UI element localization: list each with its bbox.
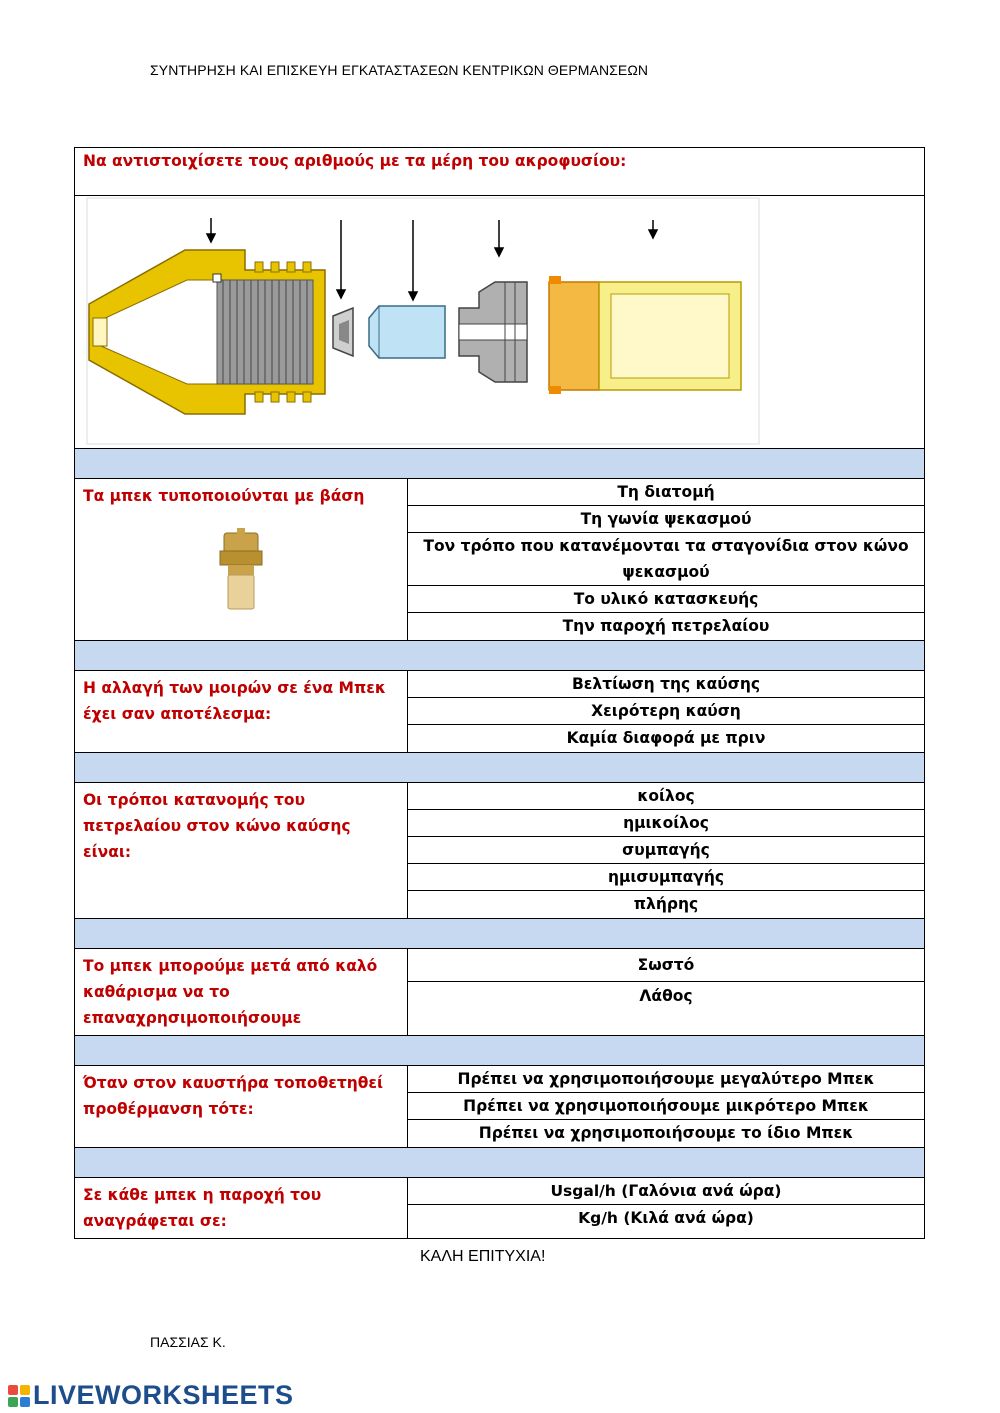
answer-option[interactable]: ημικοίλος [408, 810, 924, 837]
answer-option[interactable]: Kg/h (Κιλά ανά ώρα) [578, 1209, 754, 1227]
brand-text: LIVEWORKSHEETS [33, 1380, 294, 1410]
answer-option[interactable]: Χειρότερη καύση [408, 698, 924, 725]
answer-option[interactable]: πλήρης [633, 895, 699, 913]
distributor-part [333, 308, 353, 356]
answer-option[interactable]: Τον τρόπο που κατανέμονται τα σταγονίδια στον κώνο ψεκασμού [408, 533, 924, 586]
question-prompt: Το μπεκ μπορούμε μετά από καλό καθάρισμα να το επαναχρησιμοποιήσουμε [75, 949, 408, 1035]
answer-options [408, 479, 924, 640]
author-name: ΠΑΣΣΙΑΣ Κ. [150, 1334, 226, 1350]
swirl-cartridge-part [369, 306, 445, 358]
nozzle-parts-drawing [75, 196, 924, 449]
answer-option[interactable]: Πρέπει να χρησιμοποιήσουμε το ίδιο Μπεκ [478, 1124, 854, 1142]
question-row [75, 783, 924, 919]
answer-options [408, 1066, 924, 1147]
answer-option[interactable]: συμπαγής [408, 837, 924, 864]
nozzle-photo [216, 525, 266, 615]
answer-option[interactable]: Βελτίωση της καύσης [408, 671, 924, 698]
brand-grid-icon [8, 1385, 30, 1407]
nozzle-exploded-diagram [75, 196, 924, 449]
question-row [75, 949, 924, 1036]
worksheet-header: ΣΥΝΤΗΡΗΣΗ ΚΑΙ ΕΠΙΣΚΕΥΗ ΕΓΚΑΤΑΣΤΑΣΕΩΝ ΚΕΝΤΡΙΚΩΝ ΘΕΡΜΑΝΣΕΩΝ [150, 62, 649, 78]
answer-option[interactable]: Usgal/h (Γαλόνια ανά ώρα) [408, 1178, 924, 1205]
section-separator [75, 919, 924, 949]
answer-option[interactable]: κοίλος [408, 783, 924, 810]
answer-options [408, 1178, 924, 1238]
section-separator [75, 641, 924, 671]
good-luck-text: ΚΑΛΗ ΕΠΙΤΥΧΙΑ! [420, 1248, 546, 1265]
filter-part [549, 276, 741, 394]
section-separator [75, 1148, 924, 1178]
worksheet-table [74, 147, 925, 1239]
section-separator [75, 753, 924, 783]
answer-option[interactable]: Σωστό [408, 949, 924, 982]
answer-option[interactable]: Λάθος [639, 987, 693, 1005]
question-prompt: Η αλλαγή των μοιρών σε ένα Μπεκ έχει σαν αποτέλεσμα: [75, 671, 408, 752]
answer-option[interactable]: ημισυμπαγής [408, 864, 924, 891]
answer-option[interactable]: Πρέπει να χρησιμοποιήσουμε μικρότερο Μπεκ [408, 1093, 924, 1120]
answer-options [408, 949, 924, 1035]
question-row [75, 671, 924, 753]
answer-options [408, 783, 924, 918]
answer-option[interactable]: Τη διατομή [408, 479, 924, 506]
answer-option[interactable]: Πρέπει να χρησιμοποιήσουμε μεγαλύτερο Μπεκ [408, 1066, 924, 1093]
section-separator [75, 1036, 924, 1066]
answer-option[interactable]: Το υλικό κατασκευής [408, 586, 924, 613]
answer-option[interactable]: Την παροχή πετρελαίου [562, 617, 770, 635]
question-row [75, 479, 924, 641]
question-prompt: Όταν στον καυστήρα τοποθετηθεί προθέρμανση τότε: [75, 1066, 408, 1147]
question-prompt: Σε κάθε μπεκ η παροχή του αναγράφεται σε: [75, 1178, 408, 1238]
question-row [75, 1178, 924, 1238]
question-prompt: Τα μπεκ τυποποιούνται με βάση [75, 479, 408, 640]
answer-option[interactable]: Καμία διαφορά με πριν [566, 729, 766, 747]
instruction-text: Να αντιστοιχίσετε τους αριθμούς με τα μέρη του ακροφυσίου: [75, 148, 924, 196]
question-row [75, 1066, 924, 1148]
liveworksheets-logo [8, 1380, 294, 1411]
answer-option[interactable]: Τη γωνία ψεκασμού [408, 506, 924, 533]
question-prompt: Οι τρόποι κατανομής του πετρελαίου στον κώνο καύσης είναι: [75, 783, 408, 918]
answer-options [408, 671, 924, 752]
section-separator [75, 449, 924, 479]
